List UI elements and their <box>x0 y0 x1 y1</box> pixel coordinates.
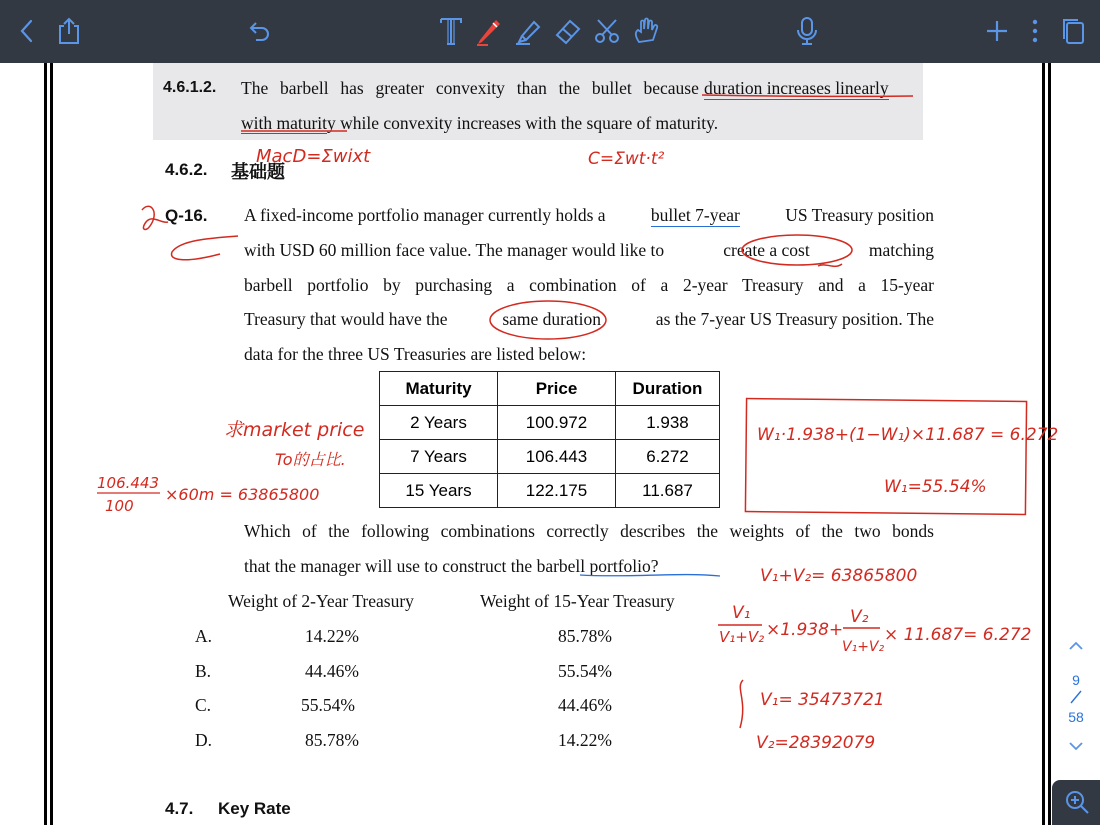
underlined-phrase: duration increases linearly <box>704 78 889 98</box>
ink-note: V₁ <box>732 603 751 623</box>
circle-mark <box>742 235 852 265</box>
section-number: 4.7. <box>165 799 194 818</box>
question-line-7: that the manager will use to construct the barbell portfolio? <box>244 556 659 576</box>
ink-note: W₁=55.54% <box>884 477 987 497</box>
zoom-in-icon <box>1063 788 1093 818</box>
current-page: 9 <box>1072 672 1080 688</box>
table-cell: 122.175 <box>498 474 616 508</box>
option-letter: C. <box>195 695 212 715</box>
page-indicator[interactable] <box>1058 672 1094 726</box>
ink-note: V₁+V₂ <box>842 639 885 655</box>
highlight-line-2: with maturity while convexity increases with the square of maturity. <box>241 113 719 133</box>
option-w2: 55.54% <box>301 695 355 715</box>
ink-note: C=Σwt·t² <box>588 149 665 169</box>
option-w15: 44.46% <box>558 695 612 715</box>
ink-note: ×60m = 63865800 <box>165 485 320 504</box>
table-cell: 1.938 <box>616 406 720 440</box>
ink-note: 100 <box>105 497 134 515</box>
zoom-button[interactable] <box>1052 780 1100 825</box>
table-cell: 106.443 <box>498 440 616 474</box>
circle-mark <box>490 301 606 339</box>
ink-note: V₁= 35473721 <box>760 690 885 710</box>
underline-stroke <box>580 575 720 576</box>
ink-note: V₁+V₂ <box>719 628 765 646</box>
ink-note: V₁+V₂= 63865800 <box>760 566 918 586</box>
scribble-mark <box>172 236 238 260</box>
total-pages: 58 <box>1068 709 1084 725</box>
ink-note: To的占比. <box>275 450 346 469</box>
highlight-line-1: The barbell has greater convexity than the bullet because <box>241 78 699 98</box>
section-number: 4.6.1.2. <box>163 79 217 96</box>
ink-note: MacD=Σwixt <box>256 146 371 167</box>
ink-note: W₁·1.938+(1−W₁)×11.687 = 6.272 <box>757 425 1059 445</box>
option-w15: 55.54% <box>558 661 612 681</box>
question-line-3: barbell portfolio by purchasing a combination of a 2-year Treasury and a 15-year <box>244 275 934 295</box>
question-line-4: Treasury that would have the same duration as the 7-year US Treasury position. The <box>244 309 934 329</box>
options-col-header: Weight of 2-Year Treasury <box>228 591 414 611</box>
option-w2: 14.22% <box>305 626 359 646</box>
ink-note: V₂=28392079 <box>756 733 876 753</box>
ink-note: V₂ <box>850 607 869 627</box>
ink-note: 106.443 <box>97 474 160 492</box>
table-cell: 7 Years <box>380 440 498 474</box>
answer-box <box>745 399 1026 515</box>
question-label: Q-16. <box>165 206 208 225</box>
table-header: Duration <box>616 372 720 406</box>
option-letter: B. <box>195 661 212 681</box>
option-letter: D. <box>195 730 213 750</box>
table-cell: 2 Years <box>380 406 498 440</box>
table-cell: 15 Years <box>380 474 498 508</box>
option-w15: 14.22% <box>558 730 612 750</box>
table-cell: 100.972 <box>498 406 616 440</box>
question-line-6: Which of the following combinations correctly describes the weights of the two bonds <box>244 521 934 541</box>
page-down-chevron-icon[interactable] <box>1066 740 1086 759</box>
page-up-chevron-icon[interactable] <box>1066 638 1086 657</box>
section-title: 基础题 <box>231 162 285 182</box>
section-number: 4.6.2. <box>165 160 208 179</box>
question-line-5: data for the three US Treasuries are listed below: <box>244 344 587 364</box>
option-letter: A. <box>195 626 213 646</box>
ink-note: × 11.687= 6.272 <box>884 625 1032 645</box>
table-cell: 6.272 <box>616 440 720 474</box>
option-w15: 85.78% <box>558 626 612 646</box>
options-col-header: Weight of 15-Year Treasury <box>480 591 675 611</box>
table-header: Price <box>498 372 616 406</box>
underline-stroke <box>702 95 913 96</box>
ink-note: 求market price <box>224 419 365 441</box>
option-w2: 85.78% <box>305 730 359 750</box>
page-separator-icon <box>1066 689 1086 705</box>
question-line-1: A fixed-income portfolio manager currently holds a bullet 7-year US Treasury position <box>244 205 934 225</box>
table-header: Maturity <box>380 372 498 406</box>
option-w2: 44.46% <box>305 661 359 681</box>
ink-note: ×1.938+ <box>766 620 844 640</box>
section-title: Key Rate <box>218 799 291 818</box>
scribble-mark <box>142 206 168 229</box>
question-line-2: with USD 60 million face value. The manager would like to create a cost matching <box>244 240 934 260</box>
table-cell: 11.687 <box>616 474 720 508</box>
